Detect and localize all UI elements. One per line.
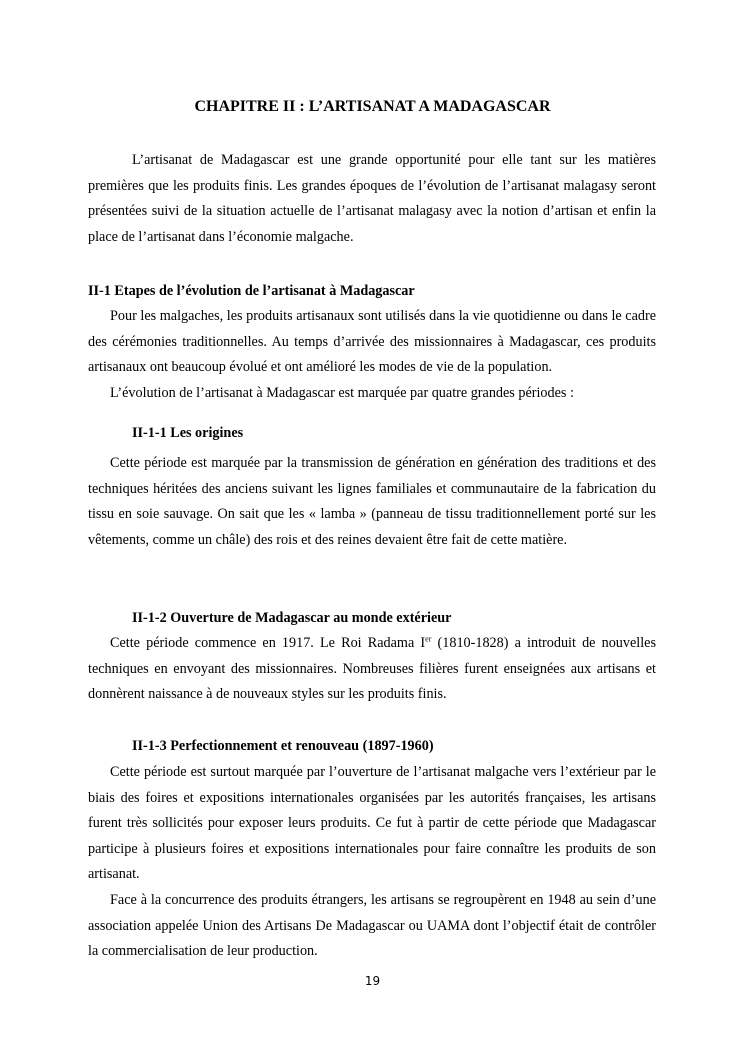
section-paragraph-2: L’évolution de l’artisanat à Madagascar est marquée par quatre grandes périodes :: [110, 385, 574, 401]
subsection-paragraph-perfectionnement-1: Cette période est surtout marquée par l’ouverture de l’artisanat malgache vers l’extérieur par le biais des foires et expositions internationales organisées par les autorités françaises, les artisans furent très sollicités pour exposer leurs produits. Ce fut à partir de cette période que Madagascar participe à plusieurs foires et expositions internationales pour faire connaître les produits de son artisanat.: [88, 764, 656, 882]
section-paragraph-1: Pour les malgaches, les produits artisanaux sont utilisés dans la vie quotidienne ou dans le cadre des cérémonies traditionnelles. Au temps d’arrivée des missionnaires à Madagascar, ces produits artisanaux ont beaucoup évolué et ont amélioré les modes de vie de la population.: [88, 308, 656, 375]
radama-text-before: Cette période commence en 1917. Le Roi Radama I: [110, 635, 426, 651]
chapter-title: CHAPITRE II : L’ARTISANAT A MADAGASCAR: [194, 98, 551, 115]
subsection-heading-ouverture: II-1-2 Ouverture de Madagascar au monde extérieur: [132, 610, 452, 626]
subsection-paragraph-origines: Cette période est marquée par la transmission de génération en génération des traditions et des techniques héritées des anciens suivant les lignes familiales et communautaire de la fabrication du tissu en soie sauvage. On sait que les « lamba » (panneau de tissu traditionnellement porté sur les vêtements, comme un châle) des rois et des reines devaient être fait de cette matière.: [88, 455, 656, 548]
page-number: 19: [364, 974, 381, 988]
subsection-heading-origines: II-1-1 Les origines: [132, 425, 244, 441]
subsection-paragraph-perfectionnement-2: Face à la concurrence des produits étrangers, les artisans se regroupèrent en 1948 au sein d’une association appelée Union des Artisans De Madagascar ou UAMA dont l’objectif était de contrôler la commercialisation de leur production.: [88, 892, 656, 959]
radama-text-after: (1810-1828) a introduit de nouvelles techniques en envoyant des missionnaires. Nombreuses filières furent enseignées aux artisans et donnèrent naissance à de nouveaux styles sur les produits finis.: [88, 635, 656, 702]
ordinal-superscript: er: [425, 634, 432, 644]
subsection-paragraph-ouverture: [88, 631, 656, 708]
subsection-heading-perfectionnement: II-1-3 Perfectionnement et renouveau (1897-1960): [132, 738, 434, 754]
section-heading: II-1 Etapes de l’évolution de l’artisanat à Madagascar: [88, 283, 415, 299]
intro-paragraph: L’artisanat de Madagascar est une grande opportunité pour elle tant sur les matières premières que les produits finis. Les grandes époques de l’évolution de l’artisanat malagasy seront présentées suivi de la situation actuelle de l’artisanat malagasy avec la notion d’artisan et enfin la place de l’artisanat dans l’économie malgache.: [88, 152, 656, 245]
